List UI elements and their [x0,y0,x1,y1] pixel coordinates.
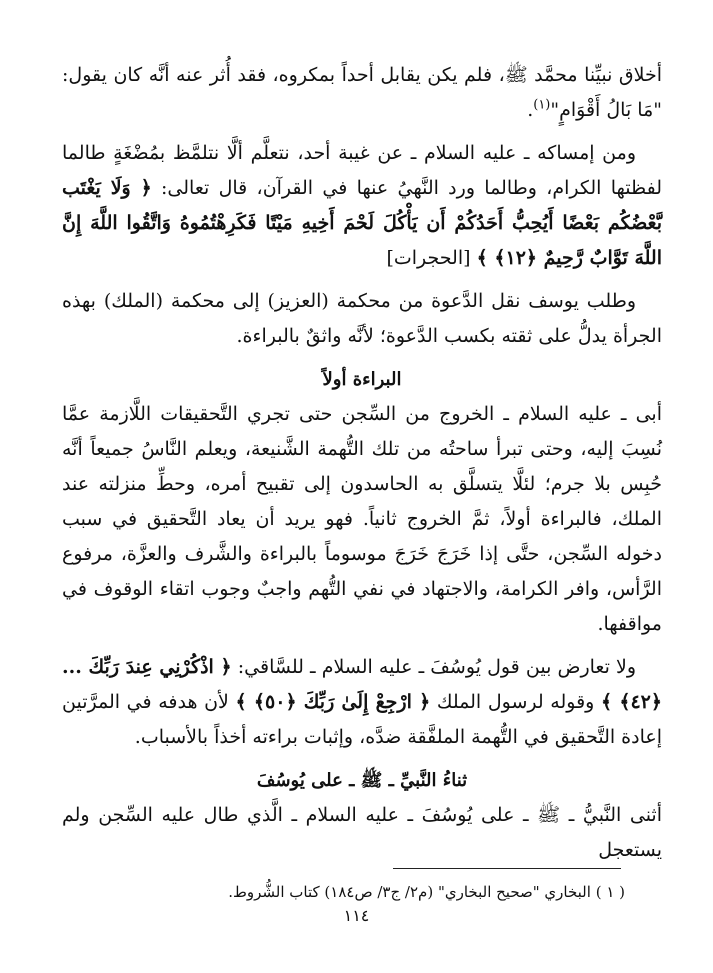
paragraph-end: . [527,99,534,121]
footnote-reference: (١) [533,97,551,113]
paragraph-yusuf-request [62,284,662,354]
paragraph-text: وقوله لرسول الملك [436,691,595,713]
footnote-divider [393,868,621,869]
quran-verse: ﴿ اذْكُرْنِي عِندَ رَبِّكَ ... ﴿٤٢﴾ ﴾ [62,656,663,713]
paragraph-backbiting [62,136,662,276]
section-heading-praise: ثناءُ النَّبيِّ ـ ﷺ ـ على يُوسُفَ [256,770,468,791]
page-body [62,58,662,876]
paragraph-text: ومن إمساكه ـ عليه السلام ـ عن غيبة أحد، نتعلَّم ألَّا نتلمَّظ بمُضْغَةٍ طالما لفظتها الكرام، وطالما ورد النَّهيُ عنها في القرآن، قال تعالى: [62,142,662,199]
quran-verse: ﴿ ارْجِعْ إِلَىٰ رَبِّكَ ﴿٥٠﴾ ﴾ [235,691,431,713]
paragraph-prophet-praise [62,798,662,868]
paragraph-text: وطلب يوسف نقل الدَّعوة من محكمة (العزيز) إلى محكمة (الملك) بهذه الجرأة يدلُّ على ثقته بكسب الدَّعوة؛ لأنَّه واثقٌ بالبراءة. [62,290,662,347]
quran-verse: ﴿ وَلَا يَغْتَب بَّعْضُكُم بَعْضًا أَيُحِبُّ أَحَدُكُمْ أَن يَأْكُلَ لَحْمَ أَخِيهِ مَيْتًا فَكَرِهْتُمُوهُ وَاتَّقُوا اللَّهَ إِنَّ اللَّهَ تَوَّابٌ رَّحِيمٌ ﴿١٢﴾ ﴾ [62,177,662,269]
paragraph-text: لأن هدفه في المرَّتين إعادة التَّحقيق في التُّهمة الملفَّقة ضدَّه، وإثبات براءته أخذاً بالأسباب. [62,691,662,748]
paragraph-text: أثنى النَّبيُّ ـ ﷺ ـ على يُوسُفَ ـ عليه السلام ـ الَّذي طال عليه السِّجن ولم يستعجل [62,804,662,861]
footnote: ( ١ ) البخاري "صحيح البخاري" (م٢/ ج٣/ ص١٨٤) كتاب الشُّروط. [228,883,625,901]
paragraph-text: ولا تعارض بين قول يُوسُفَ ـ عليه السلام ـ للسَّاقي: [237,656,636,678]
page-number: ١١٤ [343,906,370,925]
paragraph-prophet-manners [62,58,662,128]
surah-citation: [الحجرات] [386,247,471,269]
paragraph-innocence [62,397,662,642]
paragraph-no-contradiction [62,650,662,755]
paragraph-text: أخلاق نبيِّنا محمَّد ﷺ، فلم يكن يقابل أحداً بمكروه، فقد أُثر عنه أنَّه كان يقول: "مَا بَالُ أَقْوَامٍ" [62,64,662,121]
section-heading-innocence: البراءة أولاً [322,369,402,390]
paragraph-text: أبى ـ عليه السلام ـ الخروج من السِّجن حتى تجري التَّحقيقات اللَّازمة عمَّا نُسِبَ إليه، وحتى تبرأ ساحتُه من تلك التُّهمة الشَّنيعة، ويعلم النَّاسُ جميعاً أنَّه حُبِس بلا جرم؛ لئلَّا يتسلَّق به الحاسدون إلى تقبيح أمره، وحطِّ منزلته عند الملك، فالبراءة أولاً، ثمَّ الخروج ثانياً. فهو يريد أن يعاد التَّحقيق في سبب دخوله السِّجن، حتَّى إذا خَرَجَ خَرَجَ موسوماً بالبراءة والشَّرف والعزَّة، مرفوع الرَّأس، وافر الكرامة، والاجتهاد في نفي التُّهم واجبٌ وجوب اتقاء الوقوف في مواقفها. [62,403,662,635]
